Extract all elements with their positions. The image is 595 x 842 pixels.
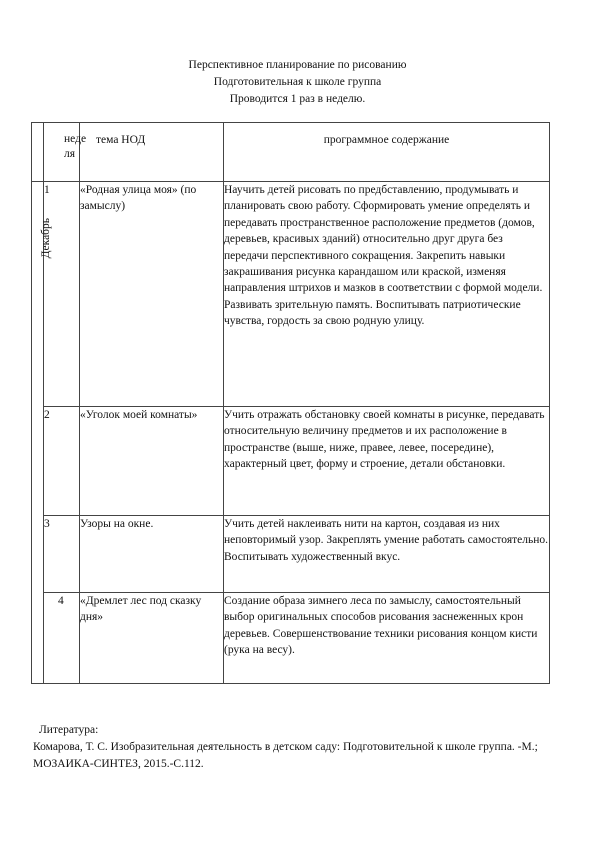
program-content: Создание образа зимнего леса по замыслу, самостоятельный выбор оригинальных способов рисования заснеженных крон деревьев. Совершенствование техники рисования концом кисти (рука на весу). bbox=[224, 593, 550, 684]
lesson-topic: «Родная улица моя» (по замыслу) bbox=[80, 182, 224, 407]
table-row bbox=[32, 593, 550, 684]
literature-section bbox=[33, 722, 553, 773]
table-row bbox=[32, 182, 550, 407]
literature-reference: Комарова, Т. С. Изобразительная деятельность в детском саду: Подготовительной к школе группа. -М.; МОЗАИКА-СИНТЕЗ, 2015.-С.112. bbox=[33, 741, 538, 770]
header-title: Перспективное планирование по рисованию bbox=[188, 59, 407, 71]
column-header-content: программное содержание bbox=[224, 123, 550, 182]
header-frequency: Проводится 1 раз в неделю. bbox=[229, 93, 366, 105]
lesson-topic: Узоры на окне. bbox=[80, 516, 224, 593]
column-header-week: неде ля bbox=[44, 123, 80, 182]
program-content: Учить детей наклеивать нити на картон, создавая из них неповторимый узор. Закреплять умение работать самостоятельно. Воспитывать художественный вкус. bbox=[224, 516, 550, 593]
table-header-row bbox=[32, 123, 550, 182]
month-cell bbox=[32, 182, 53, 684]
column-header-topic: тема НОД bbox=[80, 123, 224, 182]
month-header-cell bbox=[32, 123, 44, 182]
program-content: Учить отражать обстановку своей комнаты в рисунке, передавать относительную величину предметов и их расположение в пространстве (выше, ниже, правее, левее, посередине), характерный цвет, форму и строение, детали обстановки. bbox=[224, 407, 550, 516]
document-header bbox=[0, 57, 595, 108]
week-number: 3 bbox=[44, 516, 80, 593]
month-label: Декабрь bbox=[40, 217, 53, 259]
week-number: 1 bbox=[44, 182, 80, 407]
table-row bbox=[32, 516, 550, 593]
week-number: 2 bbox=[44, 407, 80, 516]
lesson-topic: «Уголок моей комнаты» bbox=[80, 407, 224, 516]
literature-title: Литература: bbox=[39, 724, 99, 736]
planning-table bbox=[31, 122, 550, 684]
table-row bbox=[32, 407, 550, 516]
program-content: Научить детей рисовать по предбставлению, продумывать и планировать свою работу. Сформировать умение определять и передавать пространственное расположение предметов (домов, деревьев, красивых зданий) относительно друг друга без передачи перспективного сокращения. Закрепить навыки закрашивания рисунка карандашом или краской, изменяя направления штрихов и мазков в соответствии с формой модели. Развивать зрительную память. Воспитывать патриотические чувства, гордость за свою родную улицу. bbox=[224, 182, 550, 407]
lesson-topic: «Дремлет лес под сказку дня» bbox=[80, 593, 224, 684]
header-group: Подготовительная к школе группа bbox=[213, 76, 382, 88]
week-number: 4 bbox=[44, 593, 80, 684]
